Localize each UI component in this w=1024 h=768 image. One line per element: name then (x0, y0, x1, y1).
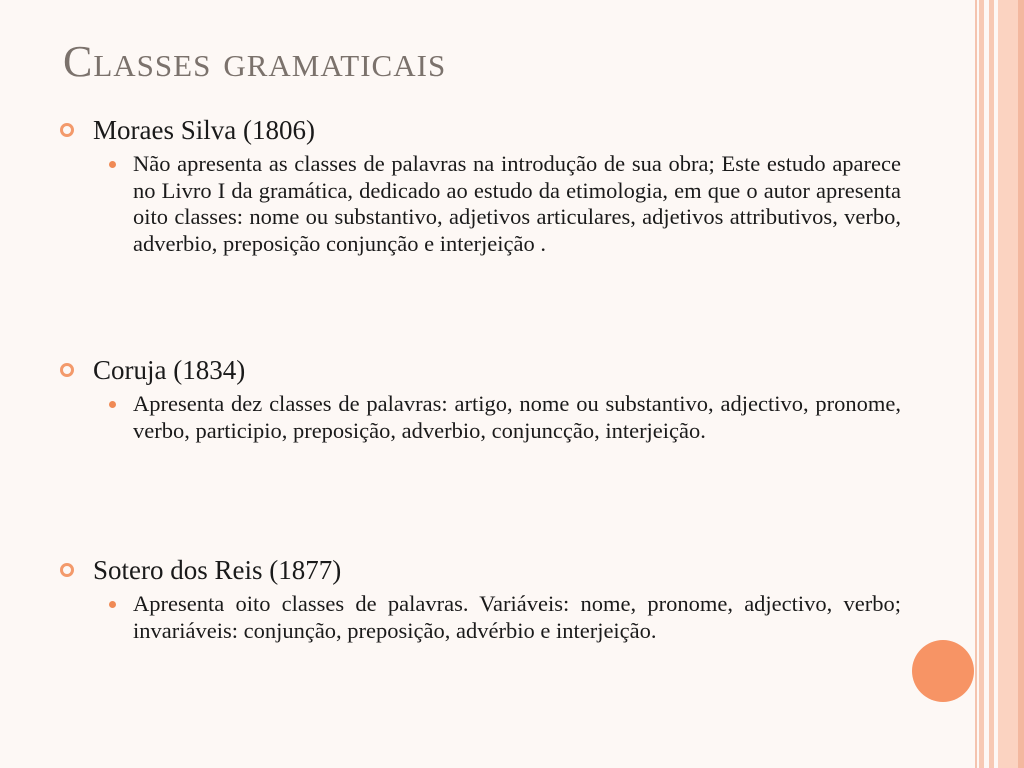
sub-bullet-text: Apresenta dez classes de palavras: artigo, nome ou substantivo, adjectivo, pronome, verbo, participio, preposição, adverbio, conjuncção, interjeição. (133, 391, 901, 443)
ring-bullet-icon (60, 563, 74, 577)
decorative-stripe (1018, 0, 1024, 768)
decorative-circle (912, 640, 974, 702)
sub-bullet-text: Não apresenta as classes de palavras na introdução de sua obra; Este estudo aparece no Livro I da gramática, dedicado ao estudo da etimologia, em que o autor apresenta oito classes: nome ou substantivo, adjetivos articulares, adjetivos attributivos, verbo, adverbio, preposição conjunção e interjeição . (133, 151, 901, 256)
ring-bullet-icon (60, 363, 74, 377)
decorative-stripe (979, 0, 984, 768)
ring-bullet-icon (60, 123, 74, 137)
sub-bullet (133, 151, 901, 257)
dot-bullet-icon (109, 401, 116, 408)
dot-bullet-icon (109, 601, 116, 608)
bullet-heading-text: Moraes Silva (1806) (93, 115, 315, 145)
decorative-line (975, 0, 977, 768)
list-item (60, 354, 910, 444)
sub-bullet-text: Apresenta oito classes de palavras. Variáveis: nome, pronome, adjectivo, verbo; invariáveis: conjunção, preposição, advérbio e interjeição. (133, 591, 901, 643)
list-item (60, 554, 910, 644)
bullet-heading-text: Sotero dos Reis (1877) (93, 555, 342, 585)
decorative-stripe (998, 0, 1018, 768)
decorative-stripe (989, 0, 994, 768)
bullet-heading-text: Coruja (1834) (93, 355, 246, 385)
list-item (60, 114, 910, 257)
slide-title: Classes gramaticais (63, 37, 447, 86)
bullet-heading (60, 354, 910, 386)
dot-bullet-icon (109, 161, 116, 168)
sub-bullet (133, 391, 901, 444)
bullet-heading (60, 554, 910, 586)
sub-bullet (133, 591, 901, 644)
bullet-heading (60, 114, 910, 146)
